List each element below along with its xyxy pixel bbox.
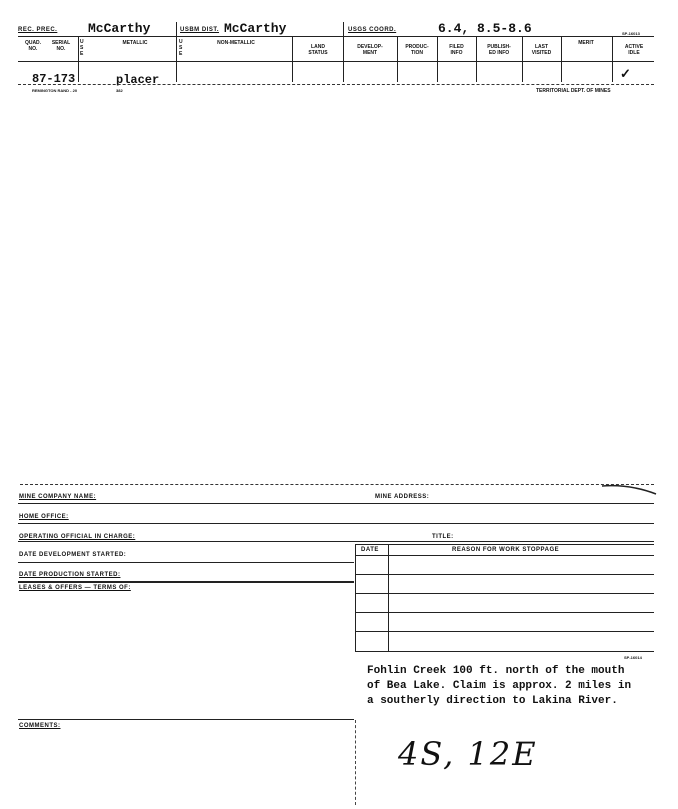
col-divider xyxy=(612,36,613,82)
form-rule xyxy=(18,719,354,720)
col-merit: MERIT xyxy=(578,40,594,46)
mine-address-label: MINE ADDRESS: xyxy=(375,494,430,500)
location-note: Fohlin Creek 100 ft. north of the mouth of Bea Lake. Claim is approx. 2 miles in a southerly direction to Lakina River. xyxy=(367,665,632,707)
usbm-dist-label: USBM DIST. xyxy=(180,27,220,33)
table-row-rule xyxy=(355,593,654,594)
col-divider xyxy=(397,36,398,82)
col-use-metallic: U S E xyxy=(80,39,84,57)
col-divider xyxy=(292,36,293,82)
table-border xyxy=(355,544,356,652)
form-rule xyxy=(18,562,354,563)
operating-official-label: OPERATING OFFICIAL IN CHARGE: xyxy=(19,534,136,540)
home-office-label: HOME OFFICE: xyxy=(19,514,69,520)
title-label: TITLE: xyxy=(432,534,454,540)
table-row-rule xyxy=(355,651,654,652)
record-metallic: placer xyxy=(116,73,160,87)
stoppage-date-label: DATE xyxy=(361,547,379,553)
record-row-rule xyxy=(18,84,654,85)
rec-prec-label: REC. PREC. xyxy=(18,27,58,33)
date-production-label: DATE PRODUCTION STARTED: xyxy=(19,572,121,578)
col-nonmetallic: NON-METALLIC xyxy=(217,40,255,46)
leases-label: LEASES & OFFERS — TERMS OF: xyxy=(19,585,131,591)
form-number: SP-16013 xyxy=(622,31,640,36)
col-last-visited: LAST VISITED xyxy=(531,44,552,56)
col-development: DEVELOP- MENT xyxy=(357,44,383,56)
form-rule xyxy=(18,523,654,524)
col-filed-info: FILED INFO xyxy=(449,44,464,56)
col-divider xyxy=(176,22,177,82)
table-row-rule xyxy=(355,612,654,613)
usgs-coord-value: 6.4, 8.5-8.6 xyxy=(438,21,532,36)
col-active-idle: ACTIVE IDLE xyxy=(624,44,644,56)
column-header-rule xyxy=(18,61,654,62)
dept-text: TERRITORIAL DEPT. OF MINES xyxy=(536,88,611,94)
usgs-coord-label: USGS COORD. xyxy=(348,27,397,33)
table-row-rule xyxy=(355,631,654,632)
rec-prec-value: McCarthy xyxy=(88,21,151,36)
table-row-rule xyxy=(355,574,654,575)
col-serial-no: SERIAL NO. xyxy=(51,40,71,52)
header-rule-bottom xyxy=(18,36,654,37)
stoppage-reason-label: REASON FOR WORK STOPPAGE xyxy=(452,547,560,553)
col-metallic: METALLIC xyxy=(122,40,148,46)
col-land-status: LAND STATUS xyxy=(308,44,328,56)
mine-company-name-label: MINE COMPANY NAME: xyxy=(19,494,97,500)
form-number-2: SP-16014 xyxy=(624,655,642,660)
col-published-info: PUBLISH- ED INFO xyxy=(487,44,511,56)
col-divider xyxy=(343,22,344,82)
table-border xyxy=(388,544,389,652)
printer-text: REMINGTON RAND - 20 xyxy=(32,88,78,93)
col-production: PRODUC- TION xyxy=(405,44,429,56)
col-quad-no: QUAD. NO. xyxy=(24,40,42,52)
torn-edge-mark xyxy=(600,482,660,498)
col-divider xyxy=(437,36,438,82)
record-quad-serial: 87-173 xyxy=(32,72,76,86)
form-rule xyxy=(18,503,654,504)
comments-label: COMMENTS: xyxy=(19,723,61,729)
form-rule xyxy=(355,544,654,545)
form-rule xyxy=(18,541,654,542)
col-use-nonmetallic: U S E xyxy=(179,39,183,57)
col-divider xyxy=(476,36,477,82)
handwritten-coordinates: 4S, 12E xyxy=(398,735,538,773)
comments-divider xyxy=(355,720,356,805)
date-development-label: DATE DEVELOPMENT STARTED: xyxy=(19,552,127,558)
lower-card-top-rule xyxy=(20,484,654,485)
printer-mark: 382 xyxy=(116,88,123,93)
usbm-dist-value: McCarthy xyxy=(224,21,287,36)
form-rule xyxy=(355,555,654,556)
col-divider xyxy=(522,36,523,82)
form-rule xyxy=(18,581,354,583)
col-divider xyxy=(78,36,79,82)
active-check-mark: ✓ xyxy=(620,66,631,81)
